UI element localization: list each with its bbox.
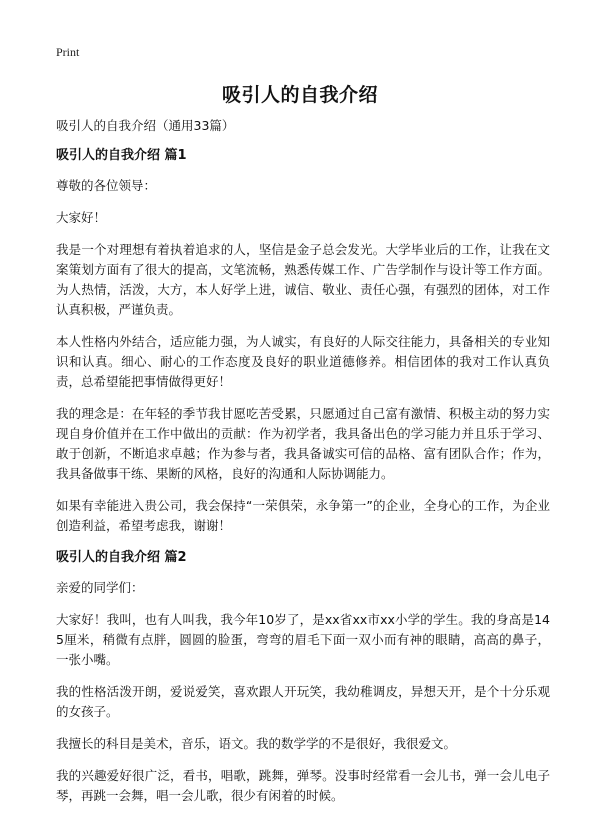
paragraph: 本人性格内外结合，适应能力强，为人诚实，有良好的人际交往能力，具备相关的专业知识和认真。细心、耐心的工作态度及良好的职业道德修养。相信团体的我对工作认真负责，总希望能把事情做得更好！ xyxy=(56,334,550,389)
paragraph: 我的性格活泼开朗，爱说爱笑，喜欢跟人开玩笑，我幼稚调皮，异想天开，是个十分乐观的女孩子。 xyxy=(56,684,550,719)
paragraph: 我擅长的科目是美术，音乐，语文。我的数学学的不是很好，我很爱文。 xyxy=(56,736,457,751)
section-heading: 吸引人的自我介绍 篇2 xyxy=(56,550,187,565)
section-1 xyxy=(56,146,550,536)
paragraph: 我的兴趣爱好很广泛，看书，唱歌，跳舞，弹琴。没事时经常看一会儿书，弹一会儿电子琴，再跳一会舞，唱一会儿歌，很少有闲着的时候。 xyxy=(56,768,550,803)
document-subtitle: 吸引人的自我介绍（通用33篇） xyxy=(56,118,235,133)
paragraph: 如果有幸能进入贵公司，我会保持“一荣俱荣，永争第一”的企业，全身心的工作，为企业创造利益，希望考虑我，谢谢！ xyxy=(56,498,550,533)
paragraph: 我是一个对理想有着执着追求的人，坚信是金子总会发光。大学毕业后的工作，让我在文案策划方面有了很大的提高，文笔流畅，熟悉传媒工作、广告学制作与设计等工作方面。为人热情，活泼，大方，本人好学上进，诚信、敬业、责任心强，有强烈的团体，对工作认真积极，严谨负责。 xyxy=(56,242,550,317)
page-title: 吸引人的自我介绍 xyxy=(221,84,378,106)
section-heading: 吸引人的自我介绍 篇1 xyxy=(56,148,187,163)
print-link[interactable]: Print xyxy=(56,45,80,59)
paragraph: 我的理念是：在年轻的季节我甘愿吃苦受累，只愿通过自己富有激情、积极主动的努力实现自身价值并在工作中做出的贡献：作为初学者，我具备出色的学习能力并且乐于学习、敢于创新，不断追求卓越；作为参与者，我具备诚实可信的品格、富有团队合作；作为，我具备做事干练、果断的风格，良好的沟通和人际协调能力。 xyxy=(56,406,550,481)
paragraph: 大家好！我叫，也有人叫我，我今年10岁了，是xx省xx市xx小学的学生。我的身高是145厘米，稍微有点胖，圆圆的脸蛋，弯弯的眉毛下面一双小而有神的眼睛，高高的鼻子，一张小嘴。 xyxy=(56,612,550,667)
paragraph: 尊敬的各位领导： xyxy=(56,178,157,193)
section-2 xyxy=(56,548,550,806)
paragraph: 亲爱的同学们： xyxy=(56,580,144,595)
document-content xyxy=(56,116,550,818)
paragraph: 大家好！ xyxy=(56,210,107,225)
